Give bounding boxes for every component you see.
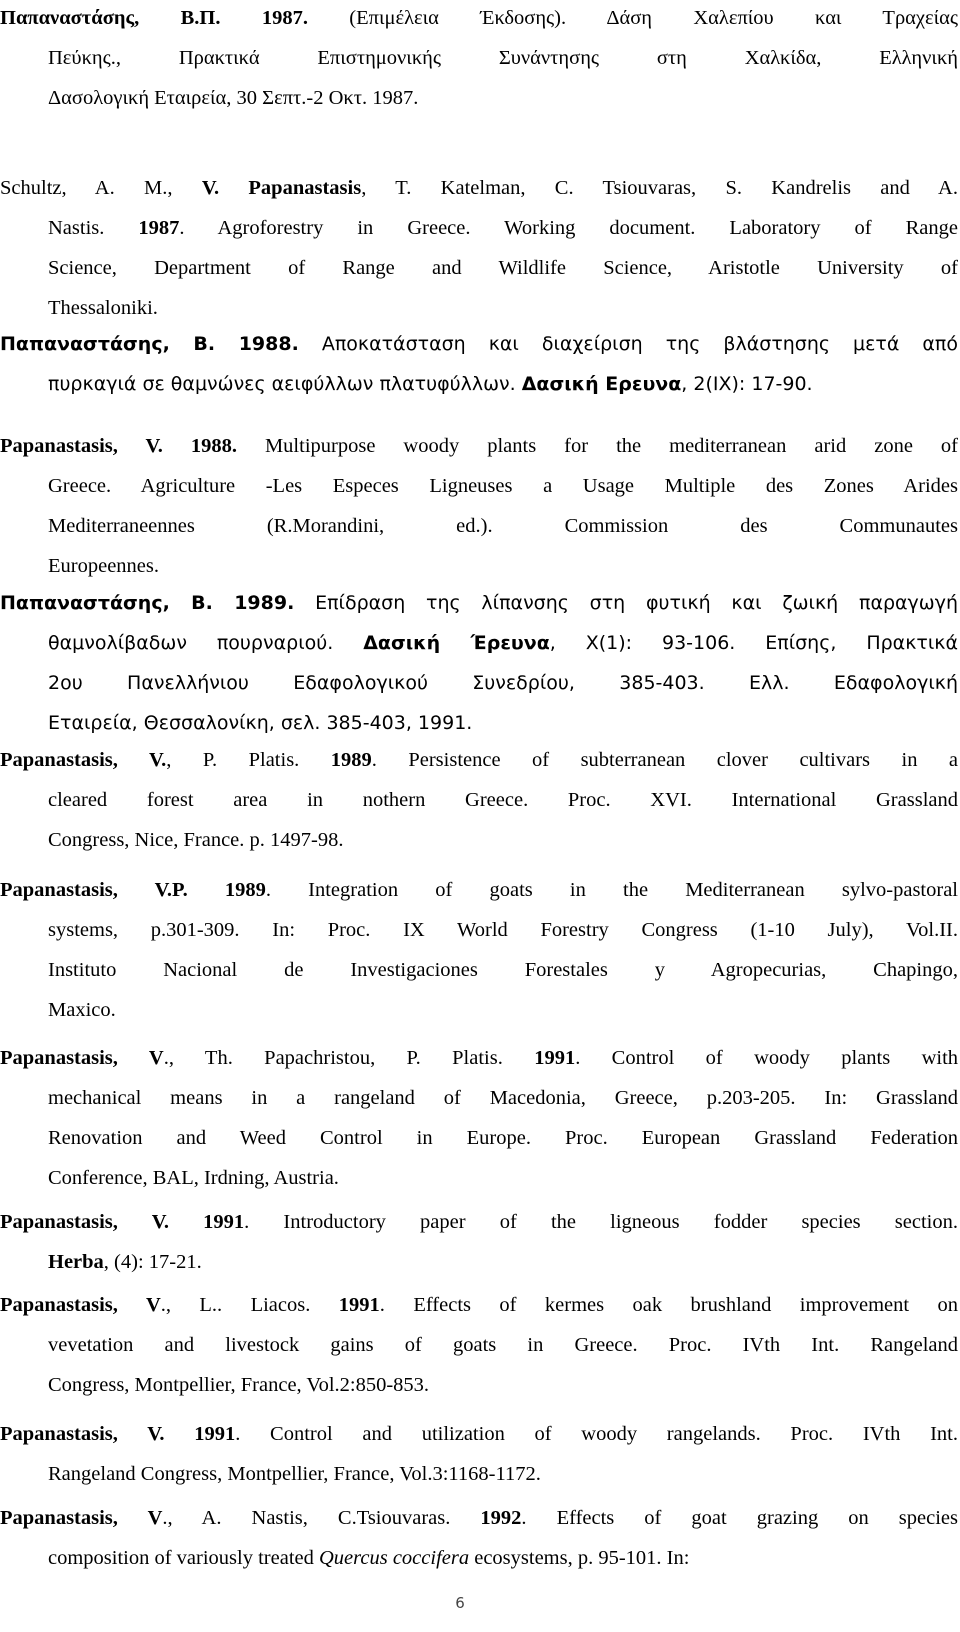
reference-text: Papanastasis, V.P. 1989: [0, 879, 266, 901]
reference-text: Herba: [48, 1251, 104, 1273]
reference-text: Papanastasis, V: [0, 1294, 161, 1316]
reference-line: [0, 585, 958, 625]
reference-text: 1989: [330, 749, 372, 771]
reference-line: [48, 1160, 958, 1200]
reference-text: Europeennes.: [48, 555, 159, 577]
reference-line: [48, 210, 958, 250]
reference-line: [48, 548, 958, 588]
reference-text: systems, p.301-309. In: Proc. IX World Forestry Congress (1-10 July), Vol.II.: [48, 919, 958, 941]
reference-line: [48, 250, 958, 290]
reference-line: [48, 705, 958, 745]
reference-text: Congress, Nice, France. p. 1497-98.: [48, 829, 344, 851]
reference-text: , Χ(1): 93-106. Επίσης, Πρακτικά: [549, 632, 958, 654]
reference-text: Παπαναστάσης, Β. 1988.: [0, 333, 299, 355]
reference-line: [48, 366, 958, 406]
reference-line: [48, 1244, 958, 1284]
reference-text: ., Th. Papachristou, P. Platis.: [163, 1047, 535, 1069]
reference-line: [48, 912, 958, 952]
reference-text: Παπαναστάσης, Β.Π. 1987.: [0, 7, 308, 29]
reference-text: Greece. Agriculture -Les Especes Ligneuses a Usage Multiple des Zones Arides: [48, 475, 958, 497]
reference-line: [48, 1456, 958, 1496]
reference-text: 1987: [138, 217, 180, 239]
reference-line: [0, 742, 958, 782]
reference-text: , (4): 17-21.: [103, 1251, 202, 1273]
reference-line: [48, 1327, 958, 1367]
page-number: 6: [455, 1594, 465, 1612]
reference-line: [0, 1287, 958, 1327]
reference-text: Papanastasis, V. 1991: [0, 1423, 236, 1445]
reference-text: Papanastasis, V. 1988.: [0, 435, 237, 457]
reference-text: . Control of woody plants with: [575, 1047, 959, 1069]
reference-text: Mediterraneennes (R.Morandini, ed.). Commission des Communautes: [48, 515, 958, 537]
reference-text: θαμνολίβαδων πουρναριού.: [48, 632, 364, 654]
reference-line: [48, 1367, 958, 1407]
reference-line: [0, 326, 958, 366]
reference-text: Multipurpose woody plants for the mediterranean arid zone of: [236, 435, 958, 457]
reference-text: Papanastasis, V: [0, 1507, 163, 1529]
reference-line: [48, 782, 958, 822]
reference-text: Δασολογική Εταιρεία, 30 Σεπτ.-2 Οκτ. 1987.: [48, 87, 419, 109]
reference-text: Εταιρεία, Θεσσαλονίκη, σελ. 385-403, 1991.: [48, 712, 473, 734]
reference-line: [0, 1204, 958, 1244]
reference-line: [48, 822, 958, 862]
reference-text: Papanastasis, V: [0, 1047, 164, 1069]
reference-text: . Persistence of subterranean clover cultivars in a: [371, 749, 959, 771]
reference-text: Nastis.: [48, 217, 139, 239]
reference-text: Αποκατάσταση και διαχείριση της βλάστησης μετά από: [298, 333, 958, 355]
reference-text: Renovation and Weed Control in Europe. Proc. European Grassland Federation: [48, 1127, 958, 1149]
reference-line: [48, 625, 958, 665]
reference-text: vevetation and livestock gains of goats in Greece. Proc. IVth Int. Rangeland: [48, 1334, 958, 1356]
reference-text: composition of variously treated: [48, 1547, 319, 1569]
reference-text: Instituto Nacional de Investigaciones Forestales y Agropecurias, Chapingo,: [48, 959, 958, 981]
reference-line: [48, 468, 958, 508]
reference-line: [48, 508, 958, 548]
reference-text: cleared forest area in nothern Greece. Proc. XVI. International Grassland: [48, 789, 958, 811]
reference-text: Conference, BAL, Irdning, Austria.: [48, 1167, 339, 1189]
reference-text: Δασική Ερευνα: [521, 373, 682, 395]
reference-text: Papanastasis, V.: [0, 749, 167, 771]
reference-text: Science, Department of Range and Wildlife Science, Aristotle University of: [48, 257, 958, 279]
reference-line: [48, 40, 958, 80]
reference-line: [0, 1040, 958, 1080]
reference-text: Quercus coccifera: [319, 1547, 470, 1569]
reference-text: , P. Platis.: [166, 749, 331, 771]
reference-text: Congress, Montpellier, France, Vol.2:850-853.: [48, 1374, 430, 1396]
reference-text: (Επιμέλεια Έκδοσης). Δάση Χαλεπίου και Τραχείας: [307, 7, 958, 29]
reference-text: . Effects of goat grazing on species: [521, 1507, 959, 1529]
reference-line: [0, 428, 958, 468]
reference-text: ecosystems, p. 95-101. In:: [469, 1547, 690, 1569]
reference-text: . Control and utilization of woody rangelands. Proc. IVth Int.: [235, 1423, 959, 1445]
reference-text: . Effects of kermes oak brushland improvement on: [379, 1294, 958, 1316]
reference-text: ., A. Nastis, C.Tsiouvaras.: [162, 1507, 481, 1529]
reference-line: [48, 952, 958, 992]
reference-text: , T. Katelman, C. Tsiouvaras, S. Kandrelis and A.: [361, 177, 958, 199]
reference-line: [0, 1500, 958, 1540]
reference-line: [48, 1080, 958, 1120]
reference-line: [0, 170, 958, 210]
reference-text: . Introductory paper of the ligneous fodder species section.: [244, 1211, 958, 1233]
reference-text: . Agroforestry in Greece. Working document. Laboratory of Range: [179, 217, 958, 239]
reference-text: Papanastasis, V. 1991: [0, 1211, 245, 1233]
reference-text: Maxico.: [48, 999, 116, 1021]
reference-line: [48, 992, 958, 1032]
reference-line: [48, 665, 958, 705]
reference-text: , 2(ΙΧ): 17-90.: [681, 373, 813, 395]
reference-line: [0, 872, 958, 912]
reference-line: [48, 1540, 958, 1580]
reference-text: Δασική Έρευνα: [363, 632, 550, 654]
reference-text: 2ου Πανελλήνιου Εδαφολογικού Συνεδρίου, 385-403. Ελλ. Εδαφολογική: [48, 672, 958, 694]
reference-line: [0, 1416, 958, 1456]
reference-line: [0, 0, 958, 40]
reference-text: 1991: [338, 1294, 380, 1316]
reference-text: Rangeland Congress, Montpellier, France, Vol.3:1168-1172.: [48, 1463, 541, 1485]
reference-text: ., L.. Liacos.: [160, 1294, 339, 1316]
reference-text: Πεύκης., Πρακτικά Επιστημονικής Συνάντησης στη Χαλκίδα, Ελληνική: [48, 47, 958, 69]
reference-text: mechanical means in a rangeland of Macedonia, Greece, p.203-205. In: Grassland: [48, 1087, 958, 1109]
reference-text: Επίδραση της λίπανσης στη φυτική και ζωική παραγωγή: [294, 592, 958, 614]
reference-text: V. Papanastasis: [201, 177, 362, 199]
reference-text: 1992: [480, 1507, 522, 1529]
reference-text: . Integration of goats in the Mediterranean sylvo-pastoral: [265, 879, 958, 901]
reference-line: [48, 80, 958, 120]
reference-text: 1991: [534, 1047, 576, 1069]
reference-text: Schultz, A. M.,: [0, 177, 202, 199]
reference-text: Thessaloniki.: [48, 297, 158, 319]
reference-text: Παπαναστάσης, Β. 1989.: [0, 592, 295, 614]
reference-line: [48, 290, 958, 330]
reference-text: πυρκαγιά σε θαμνώνες αειφύλλων πλατυφύλλων.: [48, 373, 522, 395]
reference-line: [48, 1120, 958, 1160]
